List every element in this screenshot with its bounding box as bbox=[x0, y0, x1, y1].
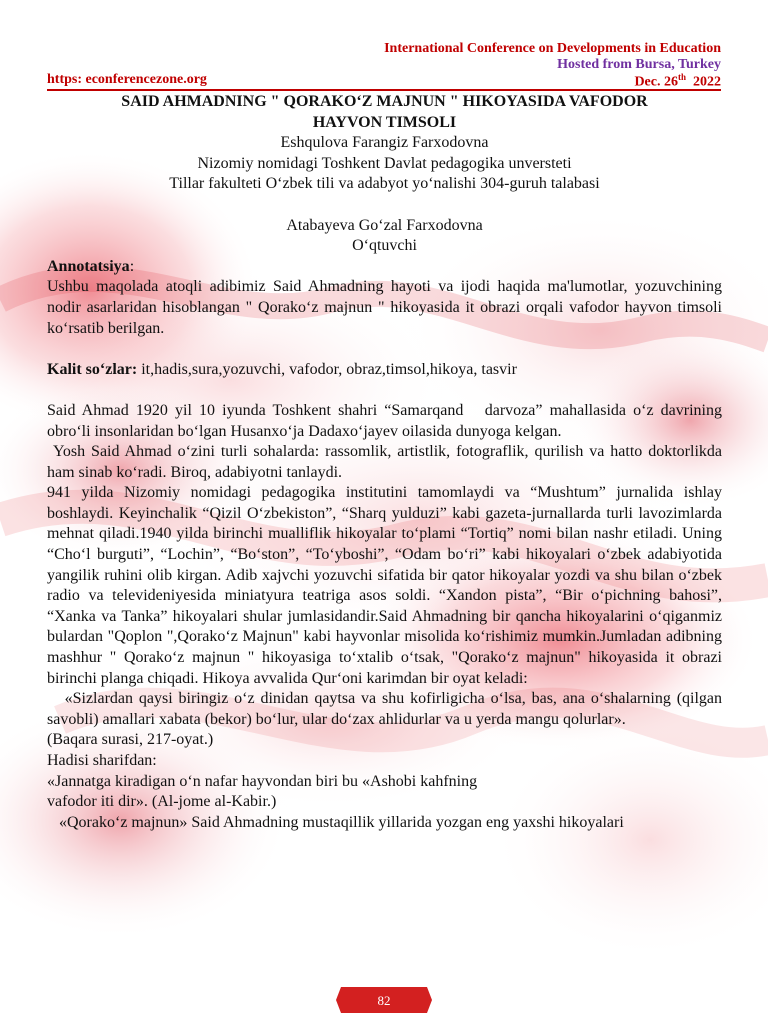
page-number: 82 bbox=[377, 993, 391, 1008]
spacer bbox=[47, 380, 722, 401]
author1-name: Eshqulova Farangiz Farxodovna bbox=[280, 134, 489, 152]
hadith-heading: Hadisi sharifdan: bbox=[47, 752, 157, 769]
keywords bbox=[47, 360, 722, 381]
quran-quote: «Sizlardan qaysi biringiz o‘z dinidan qaytsa va shu kofirligicha o‘lsa, bas, ana o‘shalarning (qilgan savobli) amallari xabata (bekor) bo‘lur, ular do‘zax ahlidurlar va u yerda mangu qolurlar». bbox=[47, 690, 727, 728]
body-paragraph-2: Yosh Said Ahmad o‘zini turli sohalarda: rassomlik, artistlik, fotograflik, qurilish va hatto doktorlikda ham sinab ko‘radi. Biroq, adabiyotni tanlaydi. bbox=[47, 443, 726, 481]
conference-website-link[interactable]: https: econferencezone.org bbox=[47, 72, 207, 87]
body-paragraph-3: 941 yilda Nizomiy nomidagi pedagogika institutini tamomlaydi va “Mushtum” jurnalida ishlay boshlaydi. Keyinchalik “Qizil O‘zbekiston”, “Sharq yulduzi” kabi gazeta-jurnallarda turli lavozimlarda mehnat qiladi.1940 yilda birinchi mualliflik hikoyalar to‘plami “Tortiq” nomi bilan nashr etiladi. Uning “Cho‘l burguti”, “Lochin”, “Bo‘ston”, “To‘yboshi”, “Odam bo‘ri” kabi hikoyalari o‘zbek adabiyotida yangilik ruhini olib kirgan. Adib xajvchi yozuvchi sifatida bir qator hikoyalar yozdi va shu bilan o‘zbek radio va televideniyesida miniatyura teatriga asos soldi. “Xandon pista”, “Bir o‘pichning bahosi”, “Xanka va Tanka” hikoyalari shular jumlasidandir.Said Ahmadning bir qancha hikoyalarini o‘qiganmiz bulardan "Qoplon ",Qorako‘z Majnun" kabi hayvonlar misolida ko‘rishimiz mumkin.Jumladan adibning mashhur " Qorako‘z majnun " hikoyasiga to‘xtalib o‘tsak, "Qorako‘z majnun" hikoyasida it obrazi birinchi planga chiqadi. Hikoya avvalida Qur‘oni karimdan bir oyat keladi: bbox=[47, 484, 722, 687]
abstract-text: Ushbu maqolada atoqli adibimiz Said Ahmadning hayoti va ijodi haqida ma'lumotlar, yozuvchining nodir asarlaridan hisoblangan " Qorako‘z majnun " hikoyasida it obrazi orqali vafodor hayvon timsoli ko‘rsatib berilgan. bbox=[47, 278, 722, 337]
date-ordinal: th bbox=[677, 72, 686, 82]
date-year: 2022 bbox=[686, 74, 721, 90]
spacer bbox=[47, 339, 722, 360]
spacer bbox=[47, 195, 722, 216]
article-title-line2: HAYVON TIMSOLI bbox=[312, 113, 457, 131]
header-divider bbox=[47, 89, 721, 91]
page-number-footer bbox=[0, 985, 768, 1015]
keywords-text: it,hadis,sura,yozuvchi, vafodor, obraz,timsol,hikoya, tasvir bbox=[137, 360, 517, 378]
conference-title: International Conference on Developments in Education bbox=[384, 41, 721, 56]
conference-host: Hosted from Bursa, Turkey bbox=[557, 57, 721, 72]
author1-affiliation-university: Nizomiy nomidagi Toshkent Davlat pedagogika unversteti bbox=[197, 154, 572, 172]
body-paragraph-last: «Qorako‘z majnun» Said Ahmadning mustaqillik yillarida yozgan eng yaxshi hikoyalari bbox=[47, 813, 624, 831]
author2-role: O‘qtuvchi bbox=[352, 237, 417, 255]
author2-name: Atabayeva Go‘zal Farxodovna bbox=[286, 216, 483, 234]
hadith-quote-line1: «Jannatga kiradigan o‘n nafar hayvondan biri bu «Ashobi kahfning bbox=[47, 772, 478, 790]
abstract-colon: : bbox=[129, 257, 135, 275]
abstract-label: Annotatsiya bbox=[47, 257, 130, 275]
article-title-line1: SAID AHMADNING " QORAKO‘Z MAJNUN " HIKOYASIDA VAFODOR bbox=[121, 93, 648, 110]
article-title bbox=[47, 92, 722, 133]
body-paragraph-1: Said Ahmad 1920 yil 10 iyunda Toshkent shahri “Samarqand darvoza” mahallasida o‘z davrining obro‘li insonlaridan bo‘lgan Husanxo‘ja Dadaxo‘jayev oilasida dunyoga kelgan. bbox=[47, 401, 726, 440]
author1-affiliation-faculty: Tillar fakulteti O‘zbek tili va adabyot yo‘nalishi 304-guruh talabasi bbox=[169, 175, 600, 193]
conference-date bbox=[634, 72, 721, 91]
hadith-quote-line2: vafodor iti dir». (Al-jome al-Kabir.) bbox=[47, 793, 277, 811]
article-body bbox=[47, 92, 727, 833]
abstract-heading bbox=[47, 257, 722, 278]
date-day: Dec. 26 bbox=[634, 74, 678, 90]
keywords-label: Kalit so‘zlar: bbox=[47, 360, 138, 378]
quran-source: (Baqara surasi, 217-oyat.) bbox=[47, 731, 214, 749]
